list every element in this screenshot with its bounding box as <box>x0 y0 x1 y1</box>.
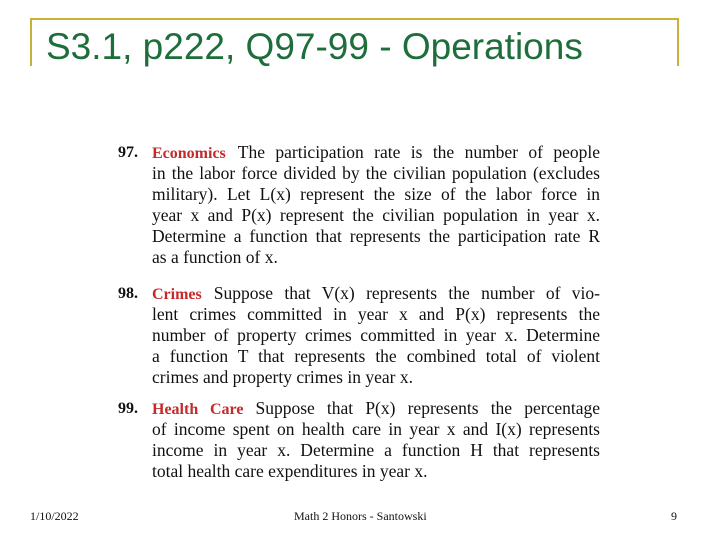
problem-topic: Economics <box>152 145 226 162</box>
problem-line: military). Let L(x) represent the size of the labor force in <box>152 184 600 204</box>
problem-line: income in year x. Determine a function H that represents <box>152 440 600 460</box>
title-frame-top-rule <box>30 18 678 20</box>
problem-line: in the labor force divided by the civilian population (excludes <box>152 163 600 183</box>
problem-line: total health care expenditures in year x. <box>152 461 428 481</box>
problem-line: lent crimes committed in year x and P(x) represents the <box>152 304 600 324</box>
title-frame-left-rule <box>30 18 32 66</box>
problem-topic: Health Care <box>152 401 244 418</box>
title-frame-right-rule <box>677 18 679 66</box>
slide-title: S3.1, p222, Q97-99 - Operations <box>46 26 583 67</box>
problem-line: of income spent on health care in year x and I(x) represents <box>152 419 600 439</box>
problem-number: 99. <box>118 400 138 417</box>
textbook-scan <box>108 136 604 482</box>
problem-line: year x and P(x) represent the civilian population in year x. <box>152 205 600 225</box>
problem-number: 98. <box>118 285 138 302</box>
footer-page-number: 9 <box>671 509 677 523</box>
problem-line: Health Care Suppose that P(x) represents the percentage <box>152 398 600 418</box>
footer-date: 1/10/2022 <box>30 509 79 523</box>
problem-line: Economics The participation rate is the number of people <box>152 142 600 162</box>
problem-line: crimes and property crimes in year x. <box>152 367 413 387</box>
problem-number: 97. <box>118 144 138 161</box>
problem-line: Determine a function that represents the participation rate R <box>152 226 600 246</box>
problem-line: Crimes Suppose that V(x) represents the number of vio- <box>152 283 600 303</box>
problem-topic: Crimes <box>152 286 202 303</box>
problem-line: as a function of x. <box>152 247 278 267</box>
problem-line: number of property crimes committed in year x. Determine <box>152 325 600 345</box>
problem-line: a function T that represents the combined total of violent <box>152 346 600 366</box>
footer-course: Math 2 Honors - Santowski <box>294 509 427 523</box>
